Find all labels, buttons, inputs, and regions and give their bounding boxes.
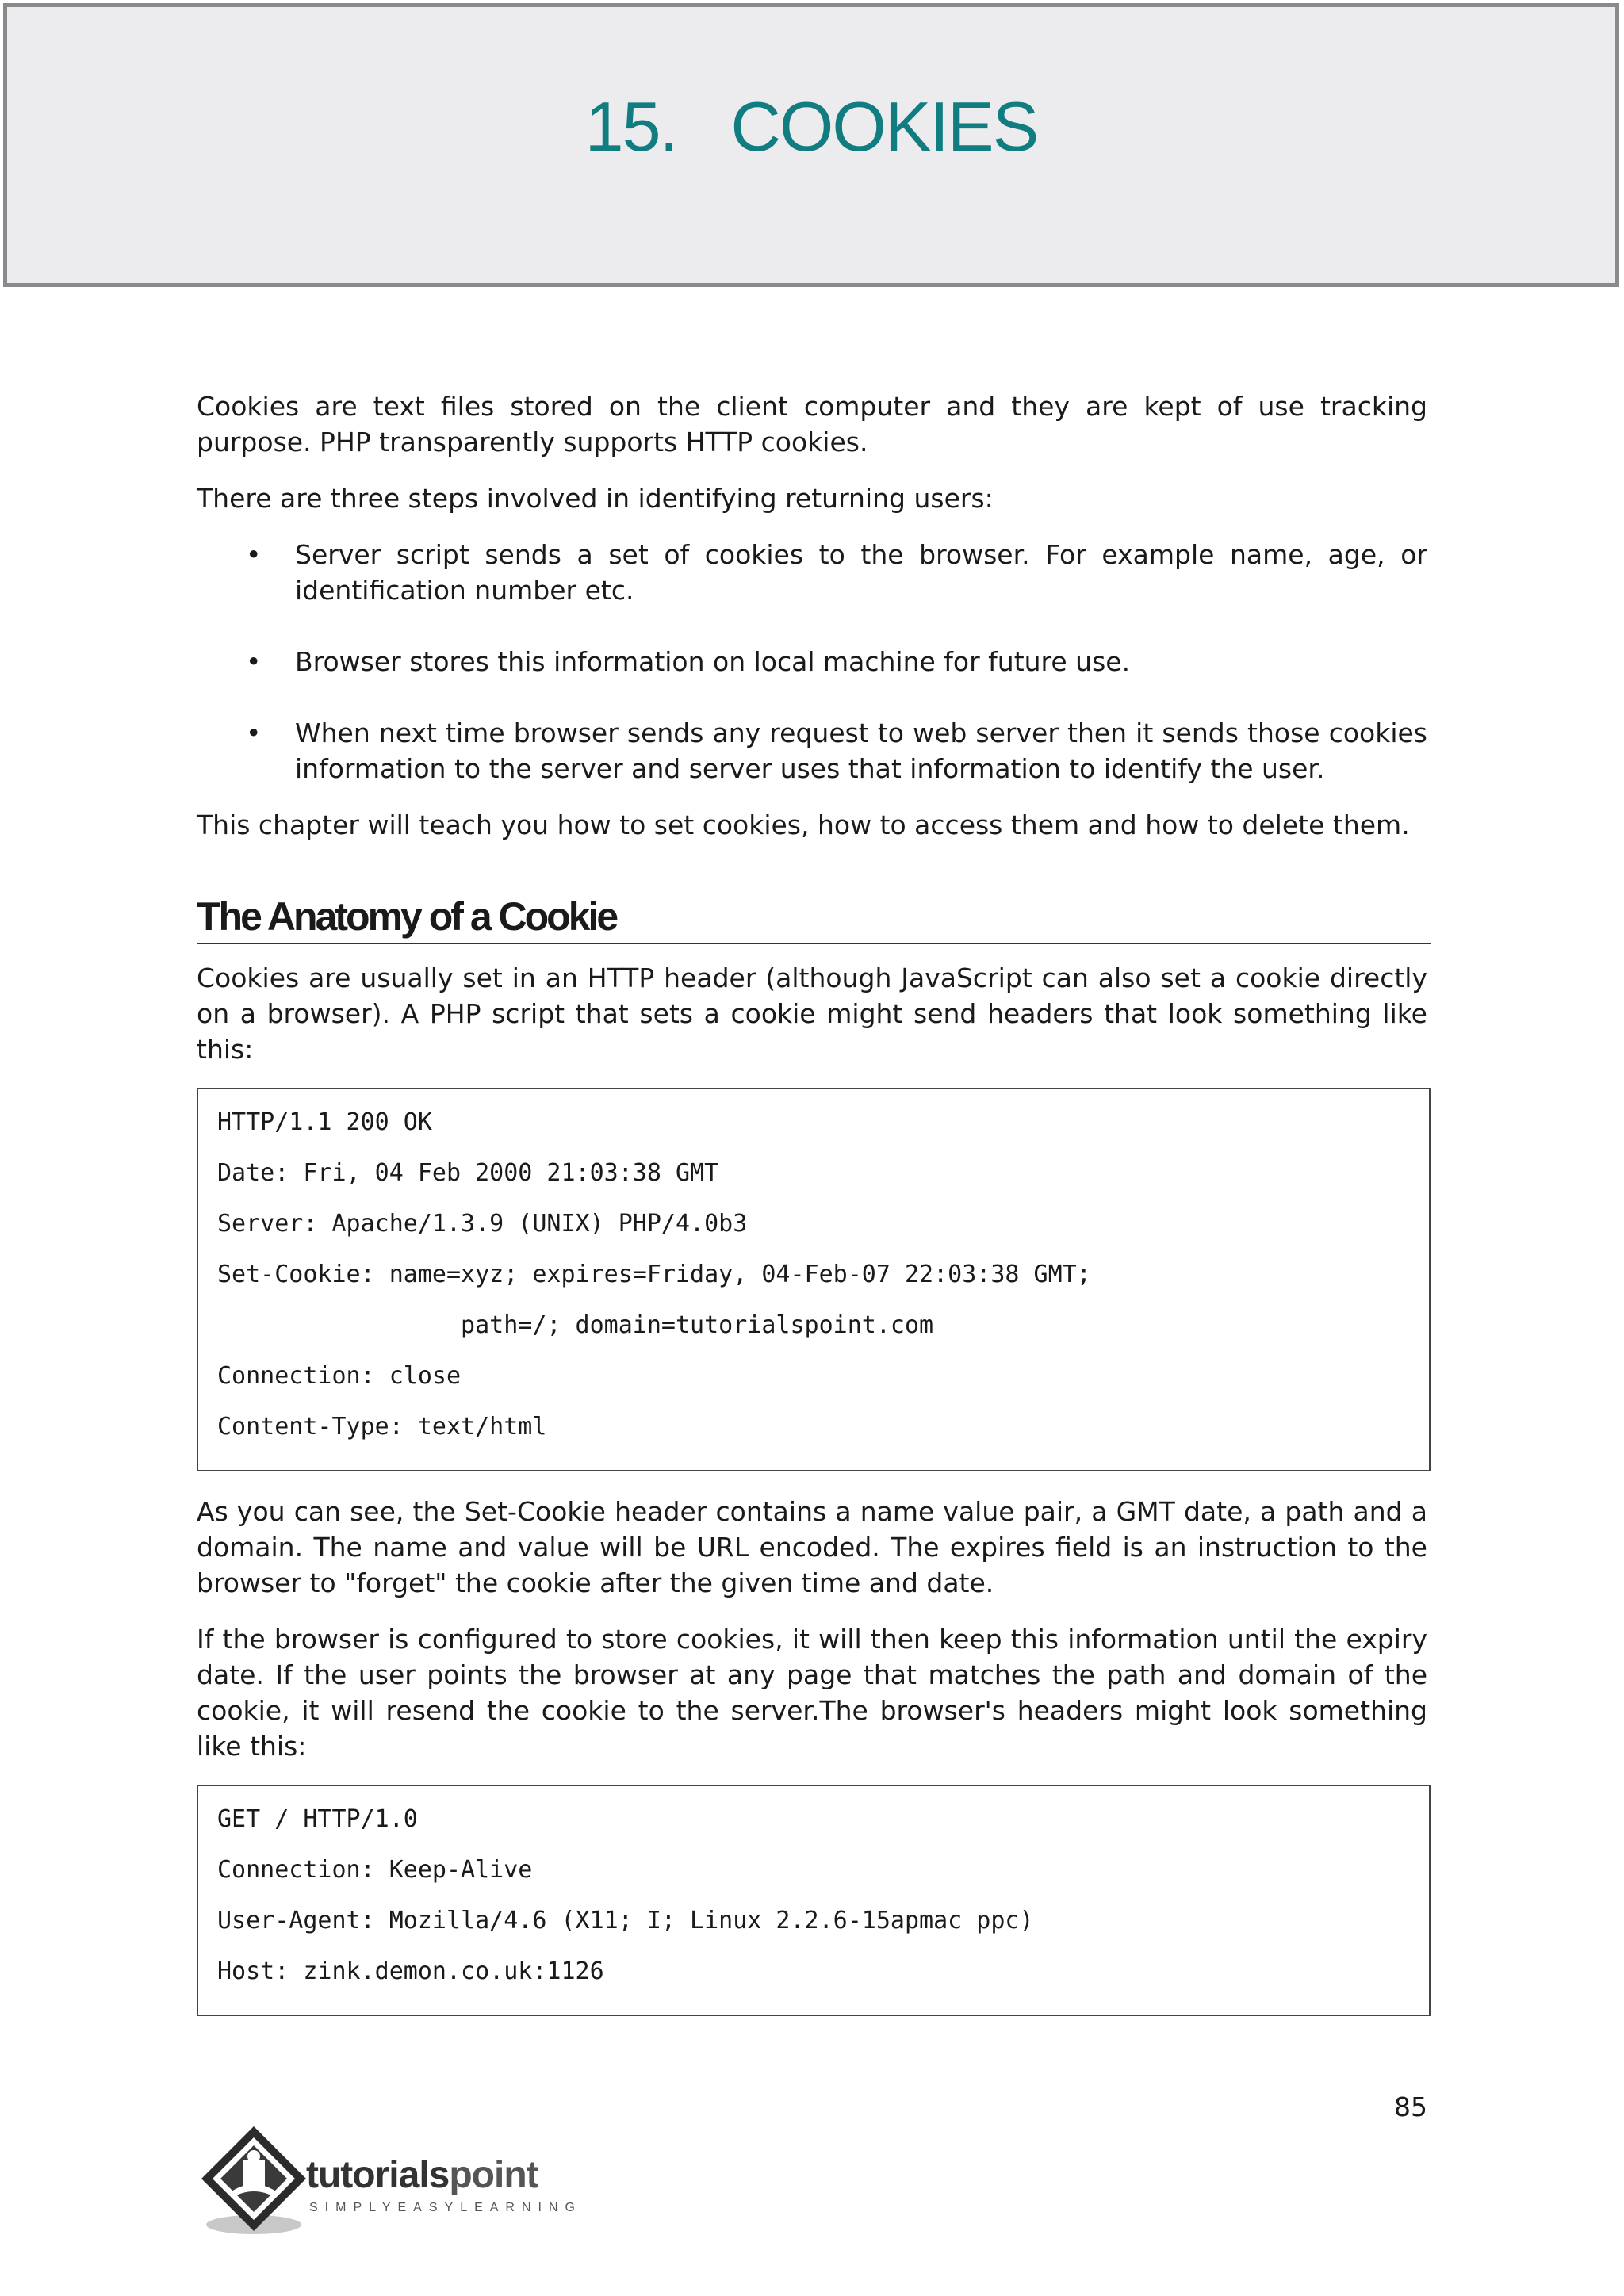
code-line: Content-Type: text/html <box>217 1413 547 1441</box>
section-paragraph-1: Cookies are usually set in an HTTP header (although JavaScript can also set a cookie directly on a browser). A PHP script that sets a cookie might send headers that look something like this: <box>197 962 1427 1065</box>
bullet-icon: • <box>246 646 262 677</box>
response-headers-code-block <box>197 1088 1431 1471</box>
bullet-icon: • <box>246 718 262 748</box>
code-line: HTTP/1.1 200 OK <box>217 1108 432 1136</box>
logo-wordmark-accent: point <box>449 2154 538 2196</box>
code-line: Host: zink.demon.co.uk:1126 <box>217 1957 604 1985</box>
list-item <box>246 644 1427 679</box>
code-line: GET / HTTP/1.0 <box>217 1805 418 1833</box>
logo-wordmark <box>306 2153 538 2197</box>
section-paragraph-2: As you can see, the Set-Cookie header contains a name value pair, a GMT date, a path and a domain. The name and value will be URL encoded. The expires field is an instruction to the browser to "forget" the cookie after the given time and date. <box>197 1496 1427 1598</box>
list-item <box>246 715 1427 786</box>
list-item-text: Browser stores this information on local machine for future use. <box>295 646 1131 677</box>
chapter-banner <box>3 3 1619 287</box>
bullet-icon: • <box>246 539 262 570</box>
chapter-title: 15. COOKIES <box>584 87 1038 166</box>
logo-wordmark-main: tutorials <box>306 2154 450 2196</box>
steps-list <box>197 537 1427 786</box>
page-number: 85 <box>1394 2091 1427 2122</box>
logo-tagline: SIMPLYEASYLEARNING <box>309 2201 582 2214</box>
section-paragraph-3: If the browser is configured to store cookies, it will then keep this information until the expiry date. If the user points the browser at any page that matches the path and domain of the cookie, it will resend the cookie to the server.The browser's headers might look something like this: <box>197 1624 1427 1762</box>
intro-paragraph-1: Cookies are text files stored on the client computer and they are kept of use tracking purpose. PHP transparently supports HTTP cookies. <box>197 391 1427 457</box>
intro-paragraph-3: This chapter will teach you how to set cookies, how to access them and how to delete them. <box>197 809 1410 840</box>
code-line: path=/; domain=tutorialspoint.com <box>217 1311 934 1339</box>
code-line: Date: Fri, 04 Feb 2000 21:03:38 GMT <box>217 1159 719 1187</box>
code-line: Connection: Keep-Alive <box>217 1856 533 1884</box>
section-heading: The Anatomy of a Cookie <box>197 894 1431 944</box>
tutorialspoint-logo <box>197 2122 609 2241</box>
list-item <box>246 537 1427 608</box>
code-line: Set-Cookie: name=xyz; expires=Friday, 04-Feb-07 22:03:38 GMT; <box>217 1261 1091 1288</box>
intro-paragraph-2: There are three steps involved in identifying returning users: <box>197 483 994 514</box>
list-item-text: When next time browser sends any request to web server then it sends those cookies information to the server and server uses that information to identify the user. <box>295 718 1427 784</box>
page-content <box>197 388 1427 2038</box>
code-line: Server: Apache/1.3.9 (UNIX) PHP/4.0b3 <box>217 1210 748 1238</box>
logo-emblem-icon <box>197 2122 316 2241</box>
list-item-text: Server script sends a set of cookies to the browser. For example name, age, or identification number etc. <box>295 539 1427 606</box>
code-line: User-Agent: Mozilla/4.6 (X11; I; Linux 2.2.6-15apmac ppc) <box>217 1907 1034 1934</box>
code-line: Connection: close <box>217 1362 462 1390</box>
request-headers-code-block <box>197 1785 1431 2016</box>
